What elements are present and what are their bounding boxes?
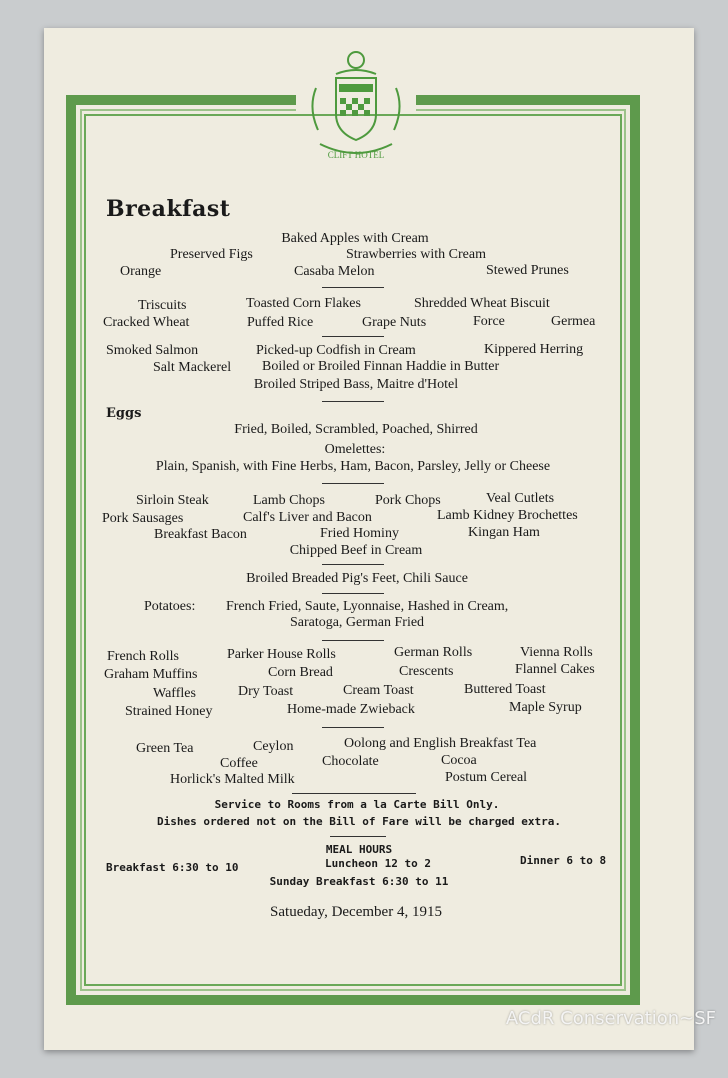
menu-item: Breakfast Bacon (154, 527, 247, 542)
menu-item: Baked Apples with Cream (281, 231, 429, 246)
menu-item: Omelettes: (324, 442, 386, 457)
menu-item: Dry Toast (238, 684, 294, 699)
menu-item: Smoked Salmon (106, 343, 199, 358)
menu-item: Casaba Melon (294, 264, 375, 279)
menu-item: Fried Hominy (320, 526, 399, 541)
menu-item: Stewed Prunes (486, 263, 569, 278)
menu-item: Graham Muffins (104, 667, 198, 682)
divider (322, 336, 384, 337)
extra-charge-note: Dishes ordered not on the Bill of Fare will be charged extra. (157, 815, 561, 828)
menu-item: Preserved Figs (170, 247, 253, 262)
menu-item: Shredded Wheat Biscuit (414, 296, 550, 311)
luncheon-hours: Luncheon 12 to 2 (325, 857, 431, 870)
divider (322, 640, 384, 641)
eggs-heading: Eggs (106, 406, 142, 421)
menu-item: Sirloin Steak (136, 493, 209, 508)
menu-item: Buttered Toast (464, 682, 546, 697)
dinner-hours: Dinner 6 to 8 (520, 854, 607, 867)
divider (322, 564, 384, 565)
menu-item: Home-made Zwieback (287, 702, 415, 717)
menu-item: Grape Nuts (362, 315, 427, 330)
menu-item: Picked-up Codfish in Cream (256, 343, 416, 358)
menu-item: Boiled or Broiled Finnan Haddie in Butter (262, 359, 500, 374)
divider (322, 287, 384, 288)
menu-item: Potatoes: (144, 599, 196, 614)
menu-item: German Rolls (394, 645, 473, 660)
menu-item: Coffee (220, 756, 258, 771)
divider (322, 401, 384, 402)
menu-item: Broiled Striped Bass, Maitre d'Hotel (253, 377, 459, 392)
menu-item: Green Tea (136, 741, 194, 756)
menu-item: Kippered Herring (484, 342, 584, 357)
menu-item: Cream Toast (343, 683, 414, 698)
menu-item: Germea (551, 314, 596, 329)
menu-item: Plain, Spanish, with Fine Herbs, Ham, Bacon, Parsley, Jelly or Cheese (155, 459, 551, 474)
menu-item: Maple Syrup (509, 700, 582, 715)
menu-item: Pork Chops (375, 493, 441, 508)
menu-item: Lamb Kidney Brochettes (437, 508, 578, 523)
menu-item: Lamb Chops (253, 493, 325, 508)
svg-text:CLIFT HOTEL: CLIFT HOTEL (327, 150, 385, 160)
hotel-crest-logo (306, 48, 406, 166)
menu-item: Cocoa (441, 753, 477, 768)
service-note: Service to Rooms from a la Carte Bill Only. (214, 798, 500, 811)
menu-item: Vienna Rolls (520, 645, 593, 660)
menu-item: Horlick's Malted Milk (170, 772, 295, 787)
menu-item: Pork Sausages (102, 511, 184, 526)
menu-item: Strawberries with Cream (346, 247, 486, 262)
menu-item: Corn Bread (268, 665, 333, 680)
menu-item: Crescents (399, 664, 454, 679)
menu-item: Oolong and English Breakfast Tea (344, 736, 537, 751)
menu-date: Satueday, December 4, 1915 (270, 904, 442, 920)
divider (322, 727, 384, 728)
menu-item: French Rolls (107, 649, 179, 664)
divider (330, 836, 386, 837)
menu-item: Puffed Rice (247, 315, 314, 330)
menu-item: Orange (120, 264, 162, 279)
menu-item: Saratoga, German Fried (289, 615, 425, 630)
menu-item: Triscuits (138, 298, 187, 313)
menu-item: Flannel Cakes (515, 662, 595, 677)
menu-item: French Fried, Saute, Lyonnaise, Hashed in Cream, (226, 599, 509, 614)
breakfast-heading: Breakfast (106, 196, 231, 222)
menu-item: Strained Honey (125, 704, 213, 719)
menu-item: Cracked Wheat (103, 315, 190, 330)
menu-item: Fried, Boiled, Scrambled, Poached, Shirred (234, 422, 478, 437)
divider (292, 793, 416, 794)
menu-item: Kingan Ham (468, 525, 540, 540)
menu-item: Force (473, 314, 505, 329)
menu-item: Toasted Corn Flakes (246, 296, 361, 311)
menu-item: Veal Cutlets (486, 491, 555, 506)
sunday-hours: Sunday Breakfast 6:30 to 11 (269, 875, 449, 888)
divider (322, 483, 384, 484)
menu-item: Calf's Liver and Bacon (243, 510, 372, 525)
menu-item: Postum Cereal (445, 770, 528, 785)
meal-hours-heading: MEAL HOURS (325, 843, 393, 856)
watermark: ACdR Conservation~SF (505, 1008, 716, 1029)
divider (322, 593, 384, 594)
menu-item: Chipped Beef in Cream (289, 543, 423, 558)
breakfast-hours: Breakfast 6:30 to 10 (106, 861, 239, 874)
menu-item: Ceylon (253, 739, 294, 754)
menu-item: Chocolate (322, 754, 379, 769)
menu-item: Salt Mackerel (153, 360, 232, 375)
menu-item: Broiled Breaded Pig's Feet, Chili Sauce (246, 571, 468, 586)
menu-item: Waffles (153, 686, 196, 701)
menu-item: Parker House Rolls (227, 647, 336, 662)
